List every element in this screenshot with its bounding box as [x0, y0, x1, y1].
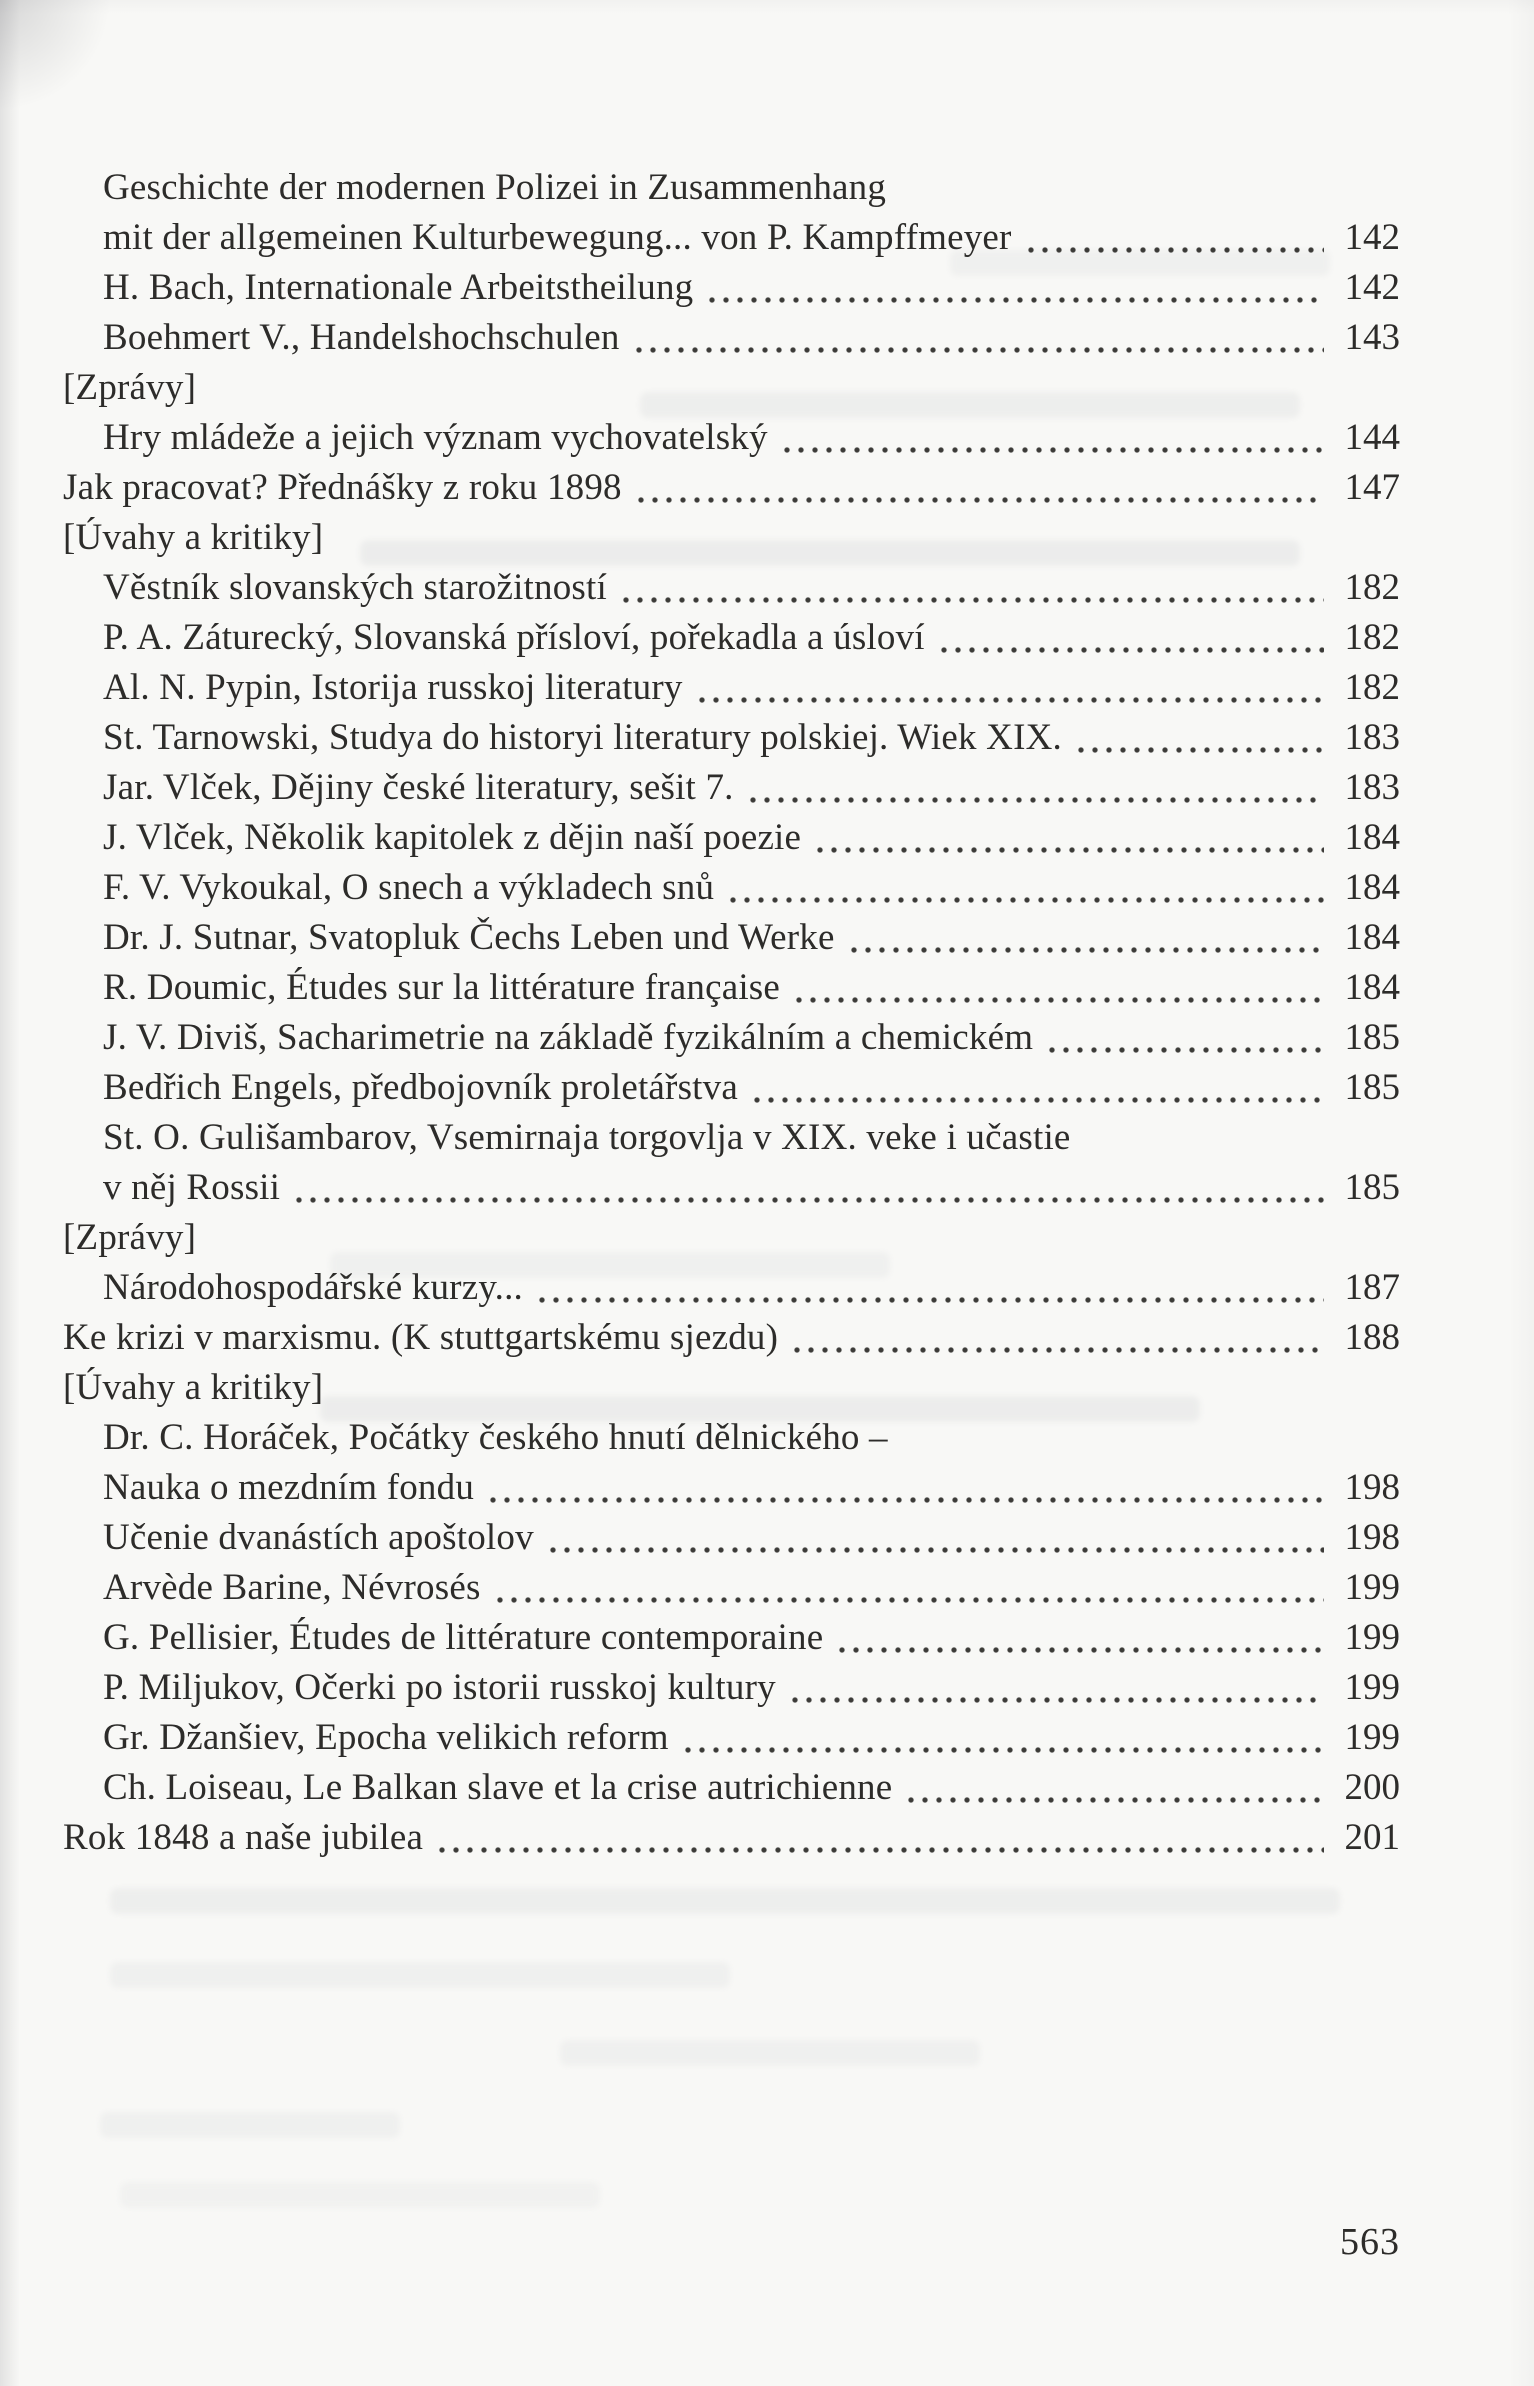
toc-entry-title: Učenie dvanástích apoštolov: [103, 1517, 534, 1558]
toc-entry-title: P. Miljukov, Očerki po istorii russkoj kultury: [103, 1667, 776, 1708]
toc-entry-title: Dr. C. Horáček, Počátky českého hnutí dělnického –: [103, 1417, 888, 1458]
toc-dot-leader: [435, 1813, 1324, 1863]
toc-entry: [63, 1763, 1400, 1813]
toc-dot-leader: [726, 863, 1324, 913]
toc-entry: [63, 163, 1400, 213]
toc-entry-page-number: 184: [1344, 967, 1400, 1008]
toc-entry: [63, 1813, 1400, 1863]
toc-entry-title: [Úvahy a kritiky]: [63, 1367, 324, 1408]
toc-dot-leader: [904, 1763, 1324, 1813]
toc-entry-page-number: 185: [1344, 1167, 1400, 1208]
toc-entry: [63, 1513, 1400, 1563]
toc-entry-title: Rok 1848 a naše jubilea: [63, 1817, 424, 1858]
toc-entry: [63, 1013, 1400, 1063]
toc-entry-page-number: 147: [1344, 467, 1400, 508]
toc-dot-leader: [1024, 213, 1324, 263]
toc-entry-title: G. Pellisier, Études de littérature contemporaine: [103, 1617, 824, 1658]
toc-entry: [63, 1563, 1400, 1613]
toc-entry: [63, 1163, 1400, 1213]
toc-entry: [63, 313, 1400, 363]
toc-entry-page-number: 184: [1344, 917, 1400, 958]
toc-entry-page-number: 198: [1344, 1517, 1400, 1558]
toc-entry-title: Nauka o mezdním fondu: [103, 1467, 475, 1508]
toc-entry-title: Boehmert V., Handelshochschulen: [103, 317, 620, 358]
toc-entry-title: [Úvahy a kritiky]: [63, 517, 324, 558]
toc-entry-title: v něj Rossii: [103, 1167, 281, 1208]
toc-dot-leader: [750, 1063, 1324, 1113]
toc-dot-leader: [1045, 1013, 1324, 1063]
toc-entry: [63, 513, 1400, 563]
toc-entry-page-number: 185: [1344, 1017, 1400, 1058]
toc-entry-title: F. V. Vykoukal, O snech a výkladech snů: [103, 867, 715, 908]
toc-entry: [63, 1613, 1400, 1663]
toc-dot-leader: [619, 563, 1324, 613]
toc-entry-page-number: 182: [1344, 567, 1400, 608]
toc-entry-page-number: 144: [1344, 417, 1400, 458]
footer-page-number: 563: [1340, 2221, 1400, 2263]
toc-entry-page-number: 199: [1344, 1617, 1400, 1658]
toc-entry-title: Národohospodářské kurzy...: [103, 1267, 523, 1308]
toc-entry: [63, 763, 1400, 813]
toc-dot-leader: [790, 1313, 1324, 1363]
toc-entry-page-number: 187: [1344, 1267, 1400, 1308]
toc-dot-leader: [788, 1663, 1324, 1713]
toc-entry: [63, 663, 1400, 713]
toc-entry-page-number: 201: [1344, 1817, 1400, 1858]
scan-bleedthrough-artifact: [560, 2040, 980, 2066]
toc-entry-title: R. Doumic, Études sur la littérature française: [103, 967, 781, 1008]
toc-entry-title: St. Tarnowski, Studya do historyi literatury polskiej. Wiek XIX.: [103, 717, 1062, 758]
toc-entry: [63, 913, 1400, 963]
toc-entry: [63, 813, 1400, 863]
scan-bleedthrough-artifact: [100, 2112, 400, 2138]
toc-entry-title: St. O. Gulišambarov, Vsemirnaja torgovlja v XIX. veke i učastie: [103, 1117, 1071, 1158]
toc-entry: [63, 1463, 1400, 1513]
toc-entry-page-number: 142: [1344, 267, 1400, 308]
toc-entry: [63, 713, 1400, 763]
toc-entry-title: Věstník slovanských starožitností: [103, 567, 607, 608]
toc-dot-leader: [695, 663, 1324, 713]
toc-entry-page-number: 142: [1344, 217, 1400, 258]
toc-dot-leader: [835, 1613, 1324, 1663]
toc-entry: [63, 963, 1400, 1013]
scan-bleedthrough-artifact: [110, 1888, 1340, 1914]
toc-entry-title: J. Vlček, Několik kapitolek z dějin naší poezie: [103, 817, 802, 858]
table-of-contents: [63, 163, 1400, 1863]
toc-entry: [63, 1663, 1400, 1713]
toc-entry: [63, 1113, 1400, 1163]
toc-entry: [63, 1413, 1400, 1463]
toc-dot-leader: [535, 1263, 1324, 1313]
toc-dot-leader: [493, 1563, 1324, 1613]
toc-entry-page-number: 199: [1344, 1567, 1400, 1608]
toc-entry-title: [Zprávy]: [63, 1217, 197, 1258]
toc-entry-page-number: 182: [1344, 667, 1400, 708]
toc-dot-leader: [847, 913, 1324, 963]
scan-bleedthrough-artifact: [120, 2182, 600, 2208]
toc-dot-leader: [780, 413, 1324, 463]
toc-dot-leader: [746, 763, 1324, 813]
toc-entry-title: [Zprávy]: [63, 367, 197, 408]
toc-dot-leader: [634, 463, 1324, 513]
toc-entry-title: Hry mládeže a jejich význam vychovatelský: [103, 417, 768, 458]
toc-dot-leader: [681, 1713, 1324, 1763]
toc-entry-page-number: 183: [1344, 767, 1400, 808]
toc-dot-leader: [292, 1163, 1324, 1213]
toc-entry-page-number: 182: [1344, 617, 1400, 658]
toc-entry: [63, 1213, 1400, 1263]
toc-dot-leader: [813, 813, 1324, 863]
scan-bleedthrough-artifact: [110, 1962, 730, 1988]
toc-dot-leader: [486, 1463, 1324, 1513]
toc-entry: [63, 463, 1400, 513]
toc-entry: [63, 1063, 1400, 1113]
toc-entry-page-number: 200: [1344, 1767, 1400, 1808]
toc-entry: [63, 213, 1400, 263]
toc-entry-page-number: 199: [1344, 1667, 1400, 1708]
toc-entry-page-number: 143: [1344, 317, 1400, 358]
toc-entry: [63, 563, 1400, 613]
toc-entry-page-number: 184: [1344, 867, 1400, 908]
toc-entry-title: Dr. J. Sutnar, Svatopluk Čechs Leben und Werke: [103, 917, 835, 958]
toc-dot-leader: [1074, 713, 1324, 763]
toc-entry: [63, 1263, 1400, 1313]
toc-entry: [63, 263, 1400, 313]
toc-entry-page-number: 185: [1344, 1067, 1400, 1108]
toc-entry-title: Ke krizi v marxismu. (K stuttgartskému sjezdu): [63, 1317, 779, 1358]
toc-entry: [63, 1313, 1400, 1363]
toc-entry-title: Jar. Vlček, Dějiny české literatury, sešit 7.: [103, 767, 734, 808]
toc-entry-title: Bedřich Engels, předbojovník proletářstva: [103, 1067, 738, 1108]
toc-entry: [63, 613, 1400, 663]
toc-entry-title: Arvède Barine, Névrosés: [103, 1567, 481, 1608]
toc-entry-title: mit der allgemeinen Kulturbewegung... von P. Kampffmeyer: [103, 217, 1012, 258]
toc-dot-leader: [792, 963, 1324, 1013]
toc-entry-page-number: 188: [1344, 1317, 1400, 1358]
toc-dot-leader: [632, 313, 1324, 363]
toc-entry-page-number: 198: [1344, 1467, 1400, 1508]
toc-entry: [63, 413, 1400, 463]
toc-entry-title: J. V. Diviš, Sacharimetrie na základě fyzikálním a chemickém: [103, 1017, 1034, 1058]
toc-entry: [63, 1713, 1400, 1763]
toc-entry-title: Gr. Džanšiev, Epocha velikich reform: [103, 1717, 669, 1758]
toc-entry: [63, 363, 1400, 413]
toc-entry-title: Jak pracovat? Přednášky z roku 1898: [63, 467, 622, 508]
toc-dot-leader: [937, 613, 1324, 663]
toc-entry-title: Al. N. Pypin, Istorija russkoj literatury: [103, 667, 683, 708]
toc-entry-page-number: 184: [1344, 817, 1400, 858]
toc-entry-page-number: 183: [1344, 717, 1400, 758]
toc-entry-title: Ch. Loiseau, Le Balkan slave et la crise autrichienne: [103, 1767, 893, 1808]
toc-entry-title: P. A. Záturecký, Slovanská přísloví, pořekadla a úsloví: [103, 617, 925, 658]
toc-entry: [63, 1363, 1400, 1413]
toc-entry-page-number: 199: [1344, 1717, 1400, 1758]
toc-dot-leader: [705, 263, 1324, 313]
toc-entry-title: Geschichte der modernen Polizei in Zusammenhang: [103, 167, 887, 208]
toc-entry: [63, 863, 1400, 913]
toc-entry-title: H. Bach, Internationale Arbeitstheilung: [103, 267, 694, 308]
toc-dot-leader: [546, 1513, 1324, 1563]
